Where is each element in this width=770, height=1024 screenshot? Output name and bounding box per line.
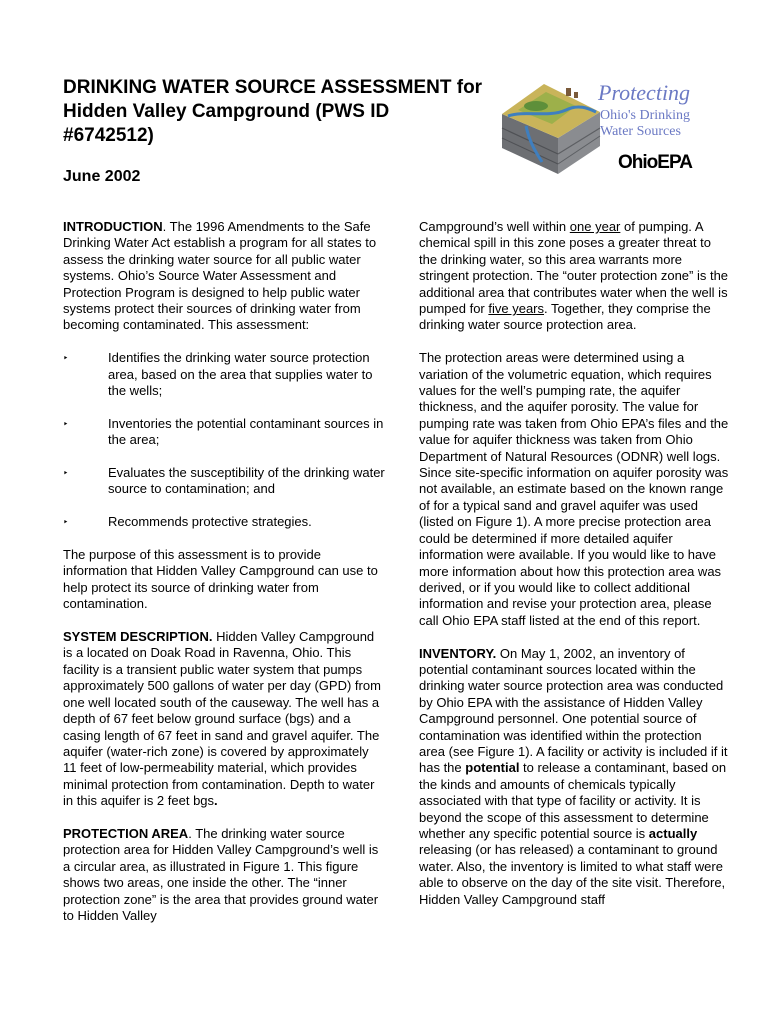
inventory-text-3: releasing (or has released) a contaminant to ground water. Also, the inventory is limited to what staff were able to observe on the day of the site visit. Therefore, Hidden Valley Campground staff xyxy=(419,842,726,907)
introduction-paragraph xyxy=(63,219,385,334)
bullet-item xyxy=(63,416,385,449)
logo-text-protecting: Protecting xyxy=(598,80,691,105)
protection-area-heading: PROTECTION AREA xyxy=(63,825,189,841)
five-years-term: five years xyxy=(488,301,545,317)
bullet-marker: ‣ xyxy=(63,353,69,364)
purpose-paragraph: The purpose of this assessment is to provide information that Hidden Valley Campground can use to help protect its source of drinking water from contamination. xyxy=(63,547,378,612)
protection-area-paragraph xyxy=(63,826,385,924)
logo-text-line3: Water Sources xyxy=(600,124,681,139)
bullet-marker: ‣ xyxy=(63,418,69,429)
right-column xyxy=(419,219,729,924)
inventory-paragraph xyxy=(419,646,729,909)
document-title: DRINKING WATER SOURCE ASSESSMENT for Hidden Valley Campground (PWS ID #6742512) xyxy=(63,77,483,146)
bullet-text: Recommends protective strategies. xyxy=(108,514,312,530)
bullet-text: Identifies the drinking water source protection area, based on the area that supplies water to the wells; xyxy=(108,350,373,399)
bullet-text: Evaluates the susceptibility of the drinking water source to contamination; and xyxy=(108,465,385,497)
actually-emphasis: actually xyxy=(648,826,698,841)
protection-zone-text: Campground’s well within xyxy=(419,219,570,234)
protecting-ohio-logo xyxy=(496,66,712,184)
system-description-end: . xyxy=(214,793,218,809)
protection-zone-text-2: of pumping. A chemical spill in this zone poses a greater threat to the drinking water, so this area warrants more stringent protection. The “outer protection zone” is the additional area that contributes water when the well is pumped for xyxy=(419,219,729,317)
protection-area-text: . The drinking water source protection area for Hidden Valley Campground’s well is a circular area, as illustrated in Figure 1. This figure shows two areas, one inside the other. The “inner protection zone” is the area that provides ground water to Hidden Valley xyxy=(63,825,379,923)
left-column xyxy=(63,219,385,941)
assessment-bullet-list xyxy=(63,350,385,530)
system-description-text: Hidden Valley Campground is a located on Doak Road in Ravenna, Ohio. This facility is a transient public water system that pumps approximately 500 gallons of water per day (GPD) from one well located south of the causeway. The well has a depth of 67 feet below ground surface (bgs) and a casing length of 67 feet in sand and gravel aquifer. The aquifer (water-rich zone) is covered by approximately 11 feet of low-permeability material, which provides minimal protection from contamination. Depth to water in this aquifer is 2 feet bgs xyxy=(63,629,381,809)
ohio-epa-brand: OhioEPA xyxy=(618,152,692,173)
inventory-heading: INVENTORY. xyxy=(419,645,497,661)
introduction-heading: INTRODUCTION xyxy=(63,219,163,234)
protection-zone-text-3: . Together, they comprise the drinking water source protection area. xyxy=(419,301,711,333)
bullet-marker: ‣ xyxy=(63,517,69,528)
terrain-block-icon xyxy=(496,66,606,178)
potential-emphasis: potential xyxy=(465,760,520,776)
bullet-item xyxy=(63,514,385,530)
document-date: June 2002 xyxy=(63,168,141,185)
logo-text-line2: Ohio's Drinking xyxy=(600,108,691,123)
bullet-item xyxy=(63,465,385,498)
volumetric-method-paragraph: The protection areas were determined using a variation of the volumetric equation, which requires values for the well’s pumping rate, the aquifer thickness, and the aquifer porosity. The value for pumping rate was taken from Ohio EPA’s files and the value for aquifer thickness was taken from Ohio Department of Natural Resources (ODNR) well logs. Since site-specific information on aquifer porosity was not available, an estimate based on the known range of for a typical sand and gravel aquifer was used (listed on Figure 1). A more precise protection area could be determined if more detailed aquifer information were available. If you would like to have more information about how this protection area was derived, or if you would like to collect additional information and revise your protection area, please call Ohio EPA staff listed at the end of this report. xyxy=(419,350,729,628)
protection-zone-paragraph xyxy=(419,219,729,334)
inventory-text: On May 1, 2002, an inventory of potential contaminant sources located within the drinking water source protection area was conducted by Ohio EPA with the assistance of Hidden Valley Campground personnel. One potential source of contamination was identified within the protection area (see Figure 1). A facility or activity is included if it has the xyxy=(419,645,728,776)
bullet-marker: ‣ xyxy=(63,468,69,479)
bullet-text: Inventories the potential contaminant sources in the area; xyxy=(108,415,384,448)
bullet-item xyxy=(63,350,385,399)
inventory-text-2: to release a contaminant, based on the kinds and amounts of chemicals typically associated with that type of facility or activity. It is beyond the scope of this assessment to determine whether any specific potential source is xyxy=(419,760,727,841)
introduction-text: . The 1996 Amendments to the Safe Drinking Water Act establish a program for all states to assess the drinking water source for all public water systems. Ohio’s Source Water Assessment and Protection Program is designed to help public water systems protect their sources of drinking water from becoming contaminated. This assessment: xyxy=(63,219,377,333)
system-description-heading: SYSTEM DESCRIPTION. xyxy=(63,629,213,645)
system-description-paragraph xyxy=(63,629,385,809)
one-year-term: one year xyxy=(569,219,621,234)
